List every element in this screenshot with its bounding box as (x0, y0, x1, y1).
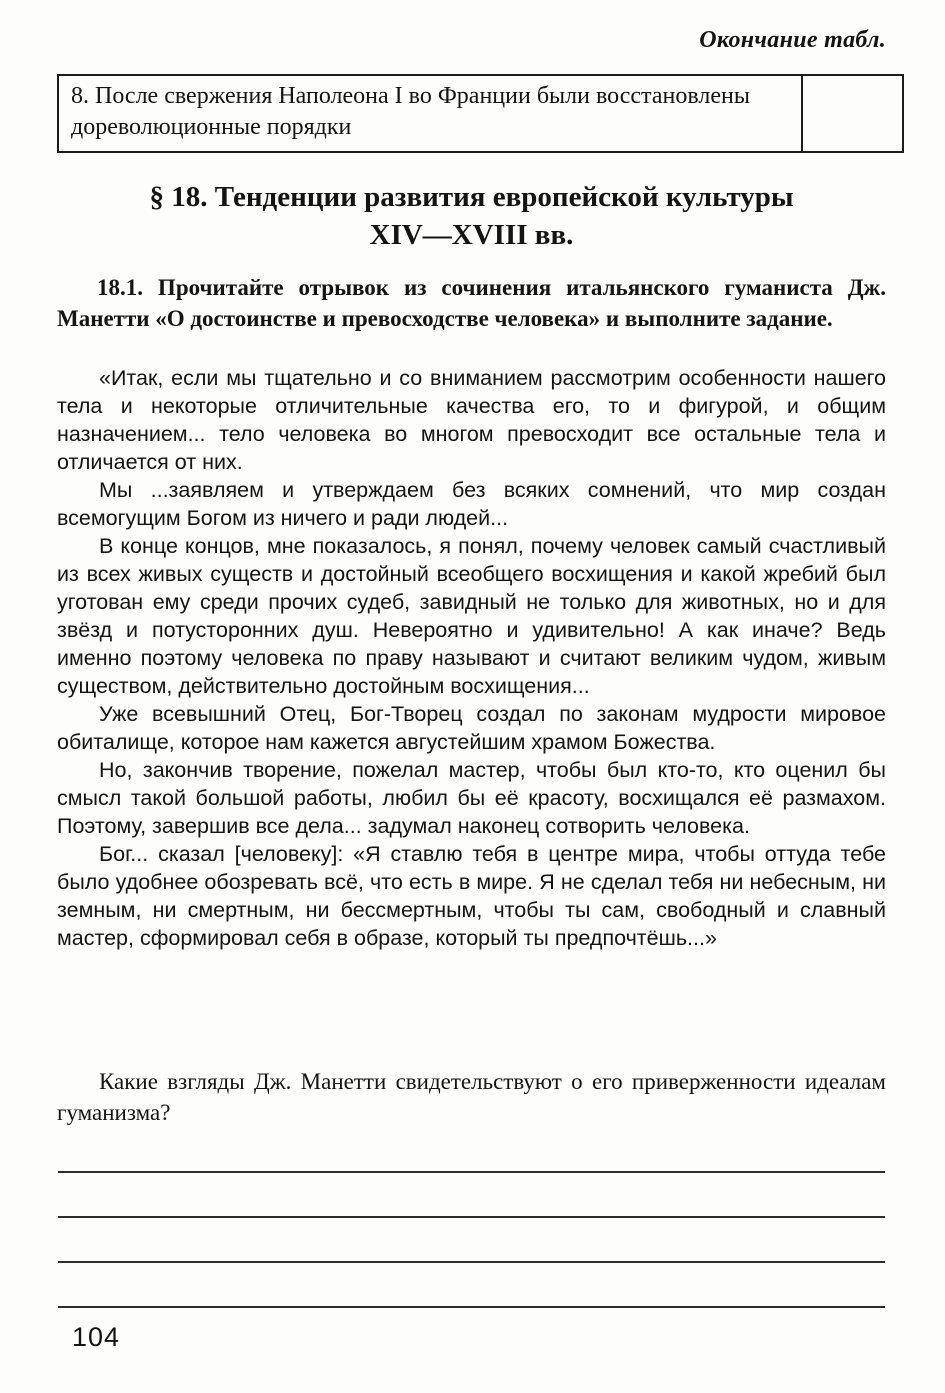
question-text: Какие взгляды Дж. Манетти свидетельствуют о его приверженности идеалам гуманизма? (57, 1069, 886, 1125)
answer-input-cell[interactable] (802, 75, 903, 152)
page-number: 104 (72, 1322, 121, 1352)
task-instruction: 18.1. Прочитайте отрывок из сочинения итальянского гуманиста Дж. Манетти «О достоинстве и превосходстве человека» и выполните задание. (57, 275, 886, 331)
section-title-line1: § 18. Тенденции развития европейской культуры (149, 181, 794, 213)
excerpt-paragraph: Бог... сказал [человеку]: «Я ставлю тебя в центре мира, чтобы оттуда тебе было удобнее обозревать всё, что есть в мире. Я не сделал тебя ни небесным, ни земным, ни смертным, ни бессмертным, чтобы ты сам, свободный и славный мастер, сформировал себя в образе, который ты предпочтёшь...» (57, 842, 886, 950)
section-title (57, 178, 886, 254)
excerpt-text (57, 364, 886, 952)
statement-cell: 8. После свержения Наполеона I во Франции были восстановлены дореволюционные порядки (58, 75, 802, 152)
answer-line[interactable] (58, 1261, 885, 1263)
table-continuation-note: Окончание табл. (699, 27, 886, 53)
statements-table (57, 74, 904, 153)
answer-line[interactable] (58, 1306, 885, 1308)
excerpt-paragraph: Мы ...заявляем и утверждаем без всяких сомнений, что мир создан всемогущим Богом из ничего и ради людей... (57, 478, 886, 530)
table-row (58, 75, 903, 152)
excerpt-paragraph: В конце концов, мне показалось, я понял, почему человек самый счастливый из всех живых существ и достойный всеобщего восхищения и какой жребий был уготован ему среди прочих судеб, завидный не только для животных, но и для звёзд и потусторонних душ. Невероятно и удивительно! А как иначе? Ведь именно поэтому человека по праву называют и считают великим чудом, живым существом, действительно достойным восхищения... (57, 534, 886, 698)
excerpt-paragraph: Уже всевышний Отец, Бог-Творец создал по законам мудрости мировое обиталище, которое нам кажется августейшим храмом Божества. (57, 702, 886, 754)
answer-line[interactable] (58, 1171, 885, 1173)
answer-line[interactable] (58, 1216, 885, 1218)
section-title-line2: XIV—XVIII вв. (369, 219, 574, 251)
excerpt-paragraph: «Итак, если мы тщательно и со вниманием рассмотрим особенности нашего тела и некоторые отличительные качества его, то и фигурой, и общим назначением... тело человека во многом превосходит все остальные тела и отличается от них. (57, 366, 886, 474)
excerpt-paragraph: Но, закончив творение, пожелал мастер, чтобы был кто-то, кто оценил бы смысл такой большой работы, любил бы её красоту, восхищался её размахом. Поэтому, завершив все дела... задумал наконец сотворить человека. (57, 758, 886, 838)
